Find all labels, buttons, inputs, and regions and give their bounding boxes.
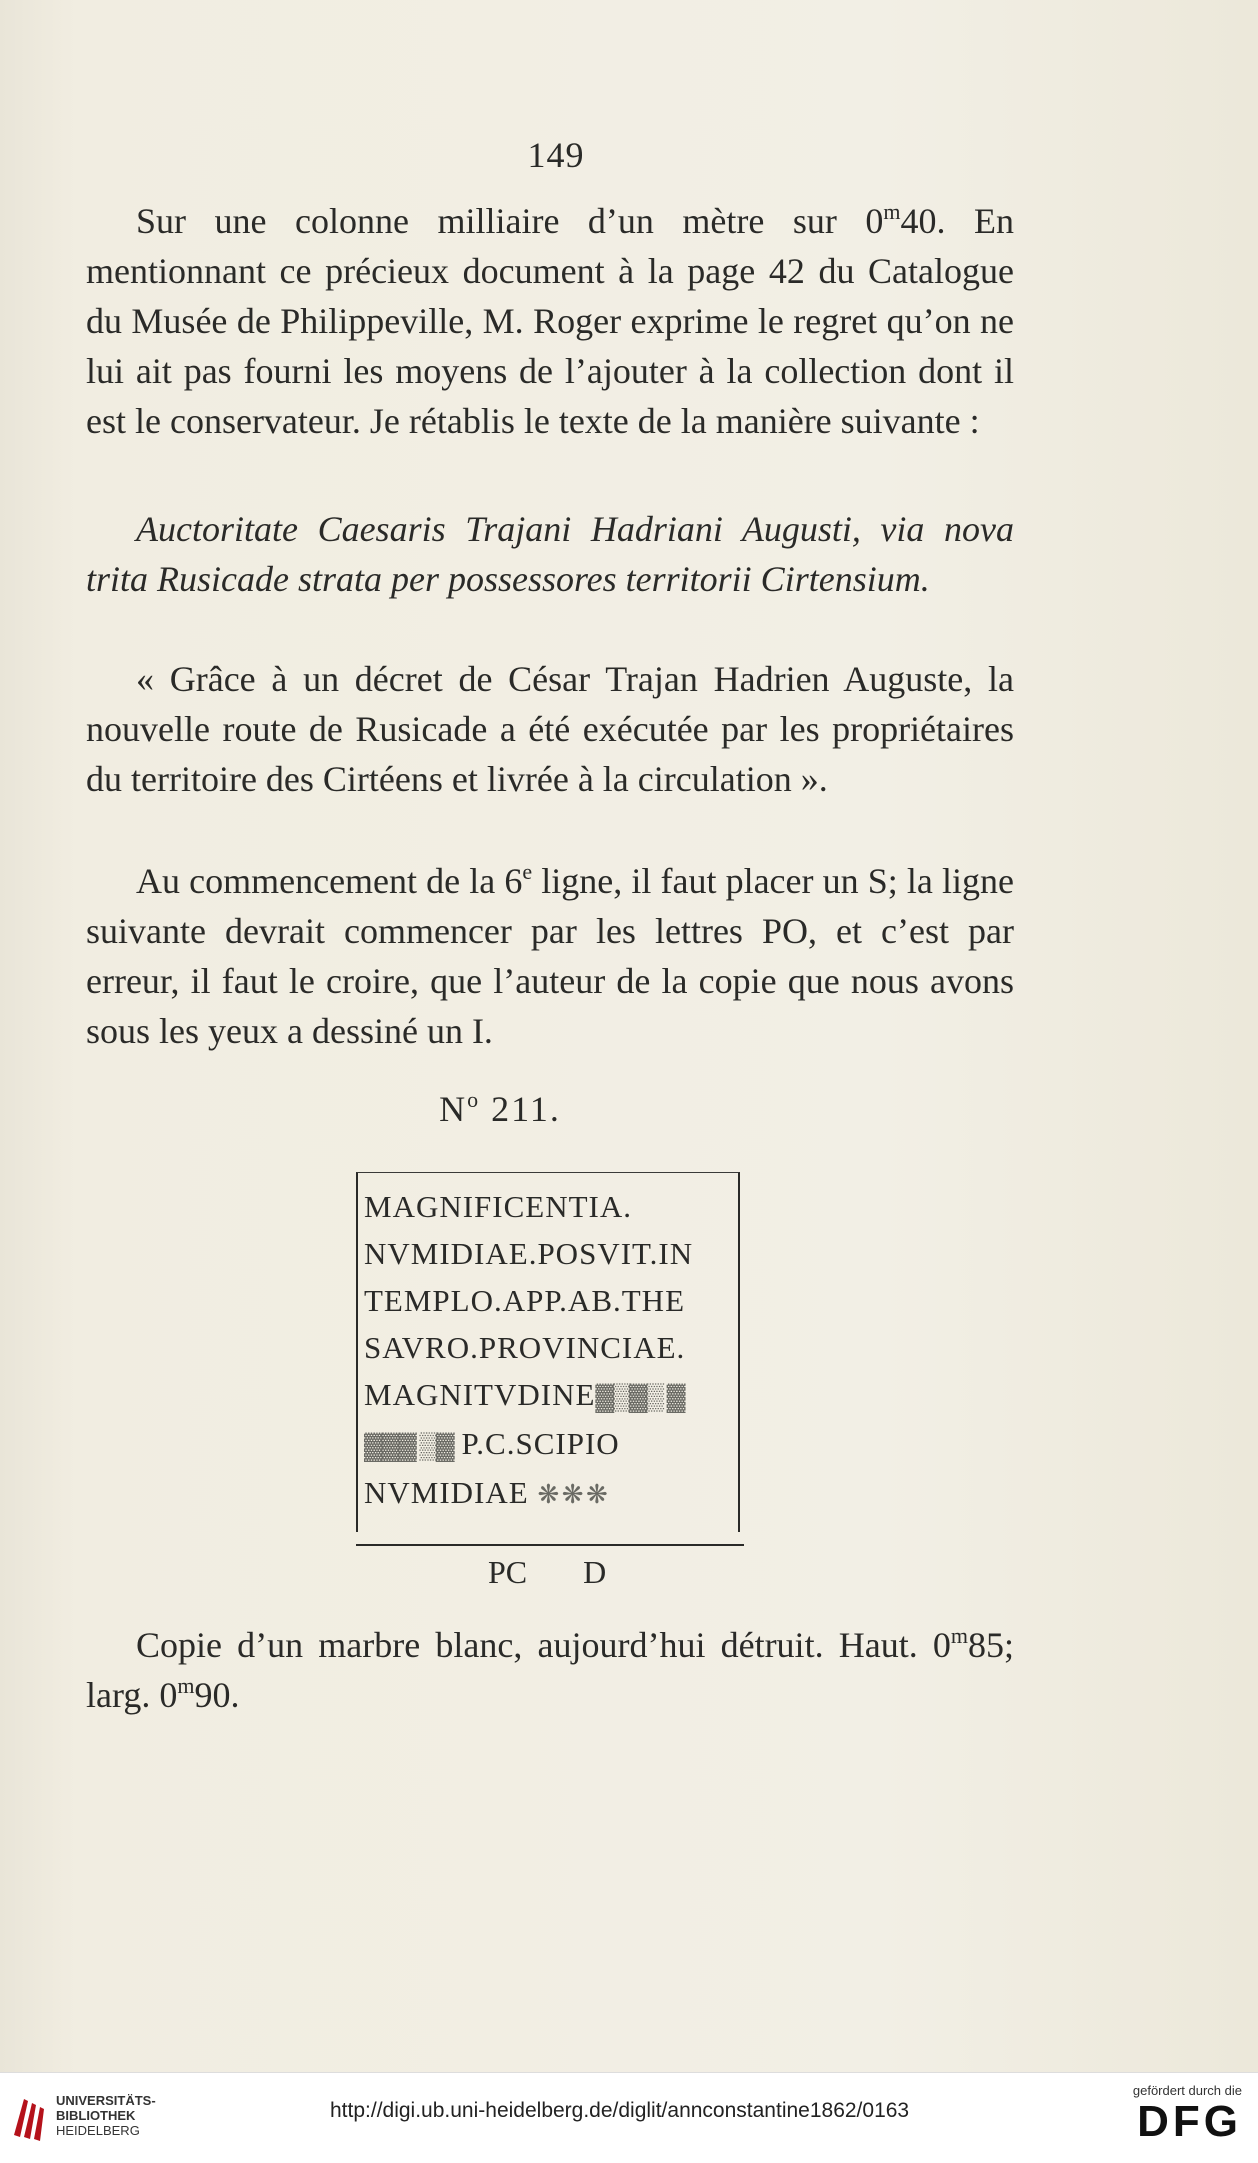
paragraph-3-text-c: 90. (194, 1675, 240, 1715)
page-number: 149 (527, 135, 585, 175)
ordinal-superscript: e (522, 859, 533, 884)
damage-marks: ❋ ❋ ❋ (537, 1480, 606, 1509)
viewer-footer (0, 2072, 1258, 2163)
inscription-line-3: TEMPLO.APP.AB.THE (364, 1283, 686, 1318)
paragraph-3 (86, 1620, 1014, 1720)
permalink-url[interactable]: http://digi.ub.uni-heidelberg.de/diglit/annconstantine1862/0163 (330, 2099, 910, 2122)
institution-line-3: HEIDELBERG (56, 2123, 140, 2138)
inscription-line-5 (364, 1371, 738, 1420)
entry-heading (0, 1088, 1000, 1130)
inscription-line-7-text: NVMIDIAE (364, 1475, 529, 1510)
inscription-box (356, 1172, 740, 1532)
entry-heading-prefix: N (439, 1089, 468, 1129)
paragraph-2-text-a: Au commencement de la 6 (136, 861, 523, 901)
entry-heading-sup: o (467, 1087, 481, 1112)
damaged-letters: ▓▒▓▒ ▓ (595, 1382, 684, 1411)
height-superscript: m (950, 1623, 968, 1648)
inscription-caption (488, 1554, 662, 1591)
paragraph-3-text-a: Copie d’un marbre blanc, aujourd’hui détruit. Haut. 0 (136, 1625, 951, 1665)
sponsor-block (1133, 2083, 1242, 2146)
inscription-line-6 (364, 1420, 738, 1469)
paragraph-1 (86, 196, 1014, 446)
latin-text: Auctoritate Caesaris Trajani Hadriani Augusti, via nova trita Rusicade strata per possessores territorii Cirtensium. (86, 509, 1014, 599)
inscription-line-5-text: MAGNITVDINE (364, 1377, 596, 1412)
meter-superscript: m (883, 199, 901, 224)
dfg-logo: DFG (1137, 2097, 1242, 2146)
inscription-line-4: SAVRO.PROVINCIAE. (364, 1330, 686, 1365)
paragraph-3-text-b: 85; larg. 0 (86, 1625, 1014, 1715)
inscription-line-1: MAGNIFICENTIA. (364, 1189, 633, 1224)
inscription-bottom-rule (356, 1544, 744, 1546)
inscription-line-6-text: P.C.SCIPIO (461, 1426, 620, 1461)
institution-line-1: UNIVERSITÄTS- (56, 2093, 156, 2108)
entry-heading-number: 211. (480, 1089, 561, 1129)
university-library-logo-icon (10, 2091, 50, 2147)
paragraph-2 (86, 856, 1014, 1056)
width-superscript: m (177, 1673, 195, 1698)
institution-line-2: BIBLIOTHEK (56, 2108, 136, 2123)
caption-left: PC (488, 1554, 528, 1590)
paragraph-1-text-b: 40. En mentionnant ce précieux document à la page 42 du Catalogue du Musée de Philippeville, M. Roger exprime le regret qu’on ne lui ait pas fourni les moyens de l’ajouter à la collection dont il est le conservateur. Je rétablis le texte de la manière suivante : (86, 201, 1014, 441)
inscription-line-7 (364, 1469, 738, 1518)
paragraph-1-text-a: Sur une colonne milliaire d’un mètre sur 0 (136, 201, 884, 241)
institution-name (56, 2093, 156, 2138)
paragraph-2-text-b: ligne, il faut placer un S; la ligne suivante devrait commencer par les lettres PO, et c’est par erreur, il faut le croire, que l’auteur de la copie que nous avons sous les yeux a dessiné un I. (86, 861, 1014, 1051)
damaged-letters: ▓▓▓ ▒▓ (364, 1431, 453, 1460)
sponsor-label: gefördert durch die (1132, 2083, 1242, 2098)
latin-inscription-text (86, 504, 1014, 604)
caption-right: D (583, 1554, 607, 1590)
translation-paragraph (86, 654, 1014, 804)
inscription-line-2: NVMIDIAE.POSVIT.IN (364, 1236, 694, 1271)
translation-text: « Grâce à un décret de César Trajan Hadrien Auguste, la nouvelle route de Rusicade a été exécutée par les propriétaires du territoire des Cirtéens et livrée à la circulation ». (86, 659, 1014, 799)
